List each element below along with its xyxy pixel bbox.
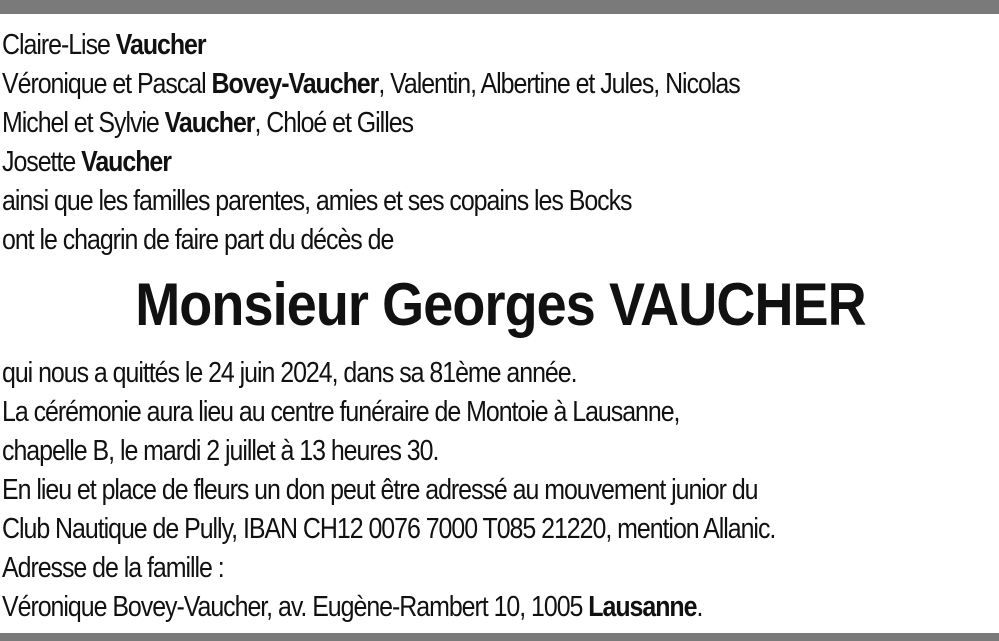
family-line-3-rest: , Chloé et Gilles: [254, 107, 413, 139]
family-line-6: ont le chagrin de faire part du décès de: [2, 224, 394, 256]
family-line-4-surname: Vaucher: [81, 146, 171, 178]
details-line-7: [2, 588, 859, 627]
deceased-name: Monsieur Georges VAUCHER: [135, 271, 866, 338]
family-address-city: Lausanne: [588, 591, 697, 623]
family-line-3-text: Michel et Sylvie: [2, 107, 165, 139]
bottom-rule: [0, 633, 999, 641]
family-line-2-text: Véronique et Pascal: [2, 68, 212, 100]
obituary-notice: [2, 26, 999, 627]
details-line-1: qui nous a quittés le 24 juin 2024, dans sa 81ème année.: [2, 357, 577, 389]
family-line-1: [2, 26, 859, 65]
details-line-2: La cérémonie aura lieu au centre funéraire de Montoie à Lausanne,: [2, 396, 680, 428]
family-line-1-surname: Vaucher: [115, 29, 206, 61]
family-line-4: [2, 143, 859, 182]
family-line-2: [2, 65, 859, 104]
family-line-3-surname: Vaucher: [164, 107, 255, 139]
family-line-3: [2, 104, 859, 143]
details-line-3: chapelle B, le mardi 2 juillet à 13 heures 30.: [2, 435, 439, 467]
family-address-end: .: [696, 591, 703, 623]
family-line-1-text: Claire-Lise: [2, 29, 116, 61]
details-line-5: Club Nautique de Pully, IBAN CH12 0076 7000 T085 21220, mention Allanic.: [2, 513, 776, 545]
family-address-text: Véronique Bovey-Vaucher, av. Eugène-Rambert 10, 1005: [2, 591, 589, 623]
top-rule: [0, 0, 999, 14]
family-line-4-text: Josette: [2, 146, 82, 178]
details-line-4: En lieu et place de fleurs un don peut être adressé au mouvement junior du: [2, 474, 758, 506]
family-line-2-surname: Bovey-Vaucher: [211, 68, 379, 100]
details-line-6: Adresse de la famille :: [2, 552, 224, 584]
family-line-2-rest: , Valentin, Albertine et Jules, Nicolas: [378, 68, 740, 100]
family-line-5: ainsi que les familles parentes, amies et ses copains les Bocks: [2, 185, 632, 217]
